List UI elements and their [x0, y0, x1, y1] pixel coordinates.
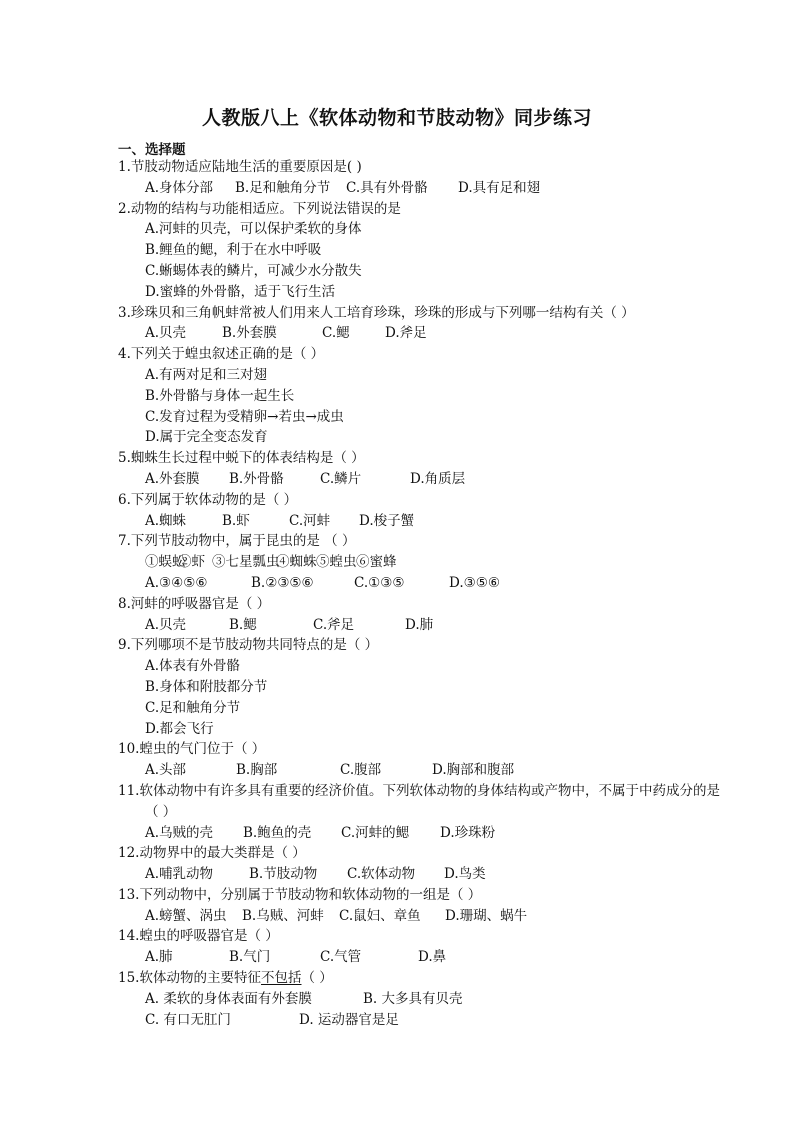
answer-option: B.②③⑤⑥: [251, 574, 314, 591]
answer-option: B.鲤鱼的鳃，利于在水中呼吸: [145, 242, 322, 259]
question-list: [118, 157, 718, 1030]
question-stem: 9.下列哪项不是节肢动物共同特点的是（ ）: [118, 637, 379, 654]
question-stem: 1.节肢动物适应陆地生活的重要原因是( ): [118, 159, 362, 175]
options-row: [118, 698, 718, 719]
answer-option: C.①③⑤: [354, 574, 405, 591]
answer-option: C.鳃: [322, 325, 350, 342]
answer-option: B.节肢动物: [249, 866, 318, 883]
answer-option: ④蜘蛛: [276, 554, 317, 571]
answer-option: B.气门: [229, 949, 271, 966]
answer-option: ⑥蜜蜂: [356, 554, 397, 571]
answer-option: C.发育过程为受精卵→若虫→成虫: [145, 408, 344, 425]
question-3: [118, 303, 718, 345]
question-stem: 3.珍珠贝和三角帆蚌常被人们用来人工培育珍珠，珍珠的形成与下列哪一结构有关（ ）: [118, 304, 635, 321]
options-row: [118, 261, 718, 282]
answer-option: A.肺: [145, 949, 173, 966]
question-1: [118, 157, 718, 199]
question-stem: 6.下列属于软体动物的是（ ）: [118, 491, 298, 508]
options-row: [118, 864, 718, 885]
answer-option: A.蜘蛛: [145, 512, 187, 529]
answer-option: A.外套膜: [145, 470, 200, 487]
question-stem: 7.下列节肢动物中，属于昆虫的是 （ ）: [118, 533, 356, 550]
answer-option: D. 运动器官是足: [299, 1011, 399, 1028]
options-row: [118, 656, 718, 677]
options-row: [118, 1010, 718, 1031]
question-7: [118, 531, 718, 593]
answer-option: B.胸部: [236, 762, 278, 779]
question-13: [118, 885, 718, 927]
question-stem: 2.动物的结构与功能相适应。下列说法错误的是: [118, 200, 401, 217]
options-row: [118, 240, 718, 261]
answer-option: B.身体和附肢都分节: [145, 678, 268, 695]
answer-option: A.贝壳: [145, 325, 187, 342]
question-14: [118, 926, 718, 968]
answer-option: ⑤蝗虫: [316, 554, 357, 571]
question-6: [118, 490, 718, 532]
question-stem: 11.软体动物中有许多具有重要的经济价值。下列软体动物的身体结构或产物中，不属于中药成分的是（ ）: [118, 782, 720, 820]
answer-option: B.虾: [222, 512, 250, 529]
answer-option: C.鼠妇、章鱼: [339, 907, 421, 924]
options-row: [118, 323, 718, 344]
answer-option: D.斧足: [385, 325, 427, 342]
answer-option: D.都会飞行: [145, 720, 214, 737]
options-row: [118, 906, 718, 927]
answer-option: D.③⑤⑥: [449, 574, 500, 591]
question-12: [118, 843, 718, 885]
answer-option: A.螃蟹、涡虫: [145, 907, 227, 924]
section-heading: 一、选择题: [118, 142, 186, 158]
options-row: [118, 282, 718, 303]
answer-option: B.外套膜: [222, 325, 277, 342]
question-9: [118, 635, 718, 739]
answer-option: B.鳃: [229, 616, 257, 633]
answer-option: C.软体动物: [347, 866, 416, 883]
question-2: [118, 199, 718, 303]
options-row: [118, 219, 718, 240]
question-stem: [118, 968, 718, 989]
answer-option: A.③④⑤⑥: [145, 574, 208, 591]
answer-option: B. 大多具有贝壳: [363, 990, 463, 1007]
question-stem: 8.河蚌的呼吸器官是（ ）: [118, 595, 271, 612]
answer-option: D.珍珠粉: [440, 824, 496, 841]
answer-option: D.肺: [405, 616, 434, 633]
answer-option: B.鲍鱼的壳: [243, 824, 312, 841]
options-row: [118, 677, 718, 698]
answer-option: A.头部: [145, 762, 187, 779]
options-row: [118, 427, 718, 448]
answer-option: B.外骨骼与身体一起生长: [145, 387, 295, 404]
question-stem: 4.下列关于蝗虫叙述正确的是（ ）: [118, 346, 325, 363]
question-stem: 12.动物界中的最大类群是（ ）: [118, 845, 306, 862]
answer-option: A.乌贼的壳: [145, 824, 214, 841]
question-stem: 10.蝗虫的气门位于（ ）: [118, 741, 266, 758]
options-row: [118, 365, 718, 386]
options-row: [118, 178, 718, 199]
answer-option: A.体表有外骨骼: [145, 658, 241, 675]
answer-option: C.气管: [320, 949, 362, 966]
answer-option: ①蜈蚣: [145, 554, 186, 571]
question-stem: 5.蜘蛛生长过程中蜕下的体表结构是（ ）: [118, 450, 365, 467]
answer-option: D.珊瑚、蜗牛: [445, 907, 528, 924]
answer-option: B.足和触角分节: [235, 179, 331, 196]
options-row: [118, 469, 718, 490]
answer-option: D.蜜蜂的外骨骼，适于飞行生活: [145, 283, 336, 300]
answer-option: C.足和触角分节: [145, 699, 241, 716]
question-5: [118, 448, 718, 490]
answer-option: C.具有外骨骼: [346, 179, 428, 196]
answer-option: D.具有足和翅: [458, 179, 541, 196]
answer-option: ③七星瓢虫: [212, 554, 280, 571]
document-title: 人教版八上《软体动物和节肢动物》同步练习: [201, 107, 592, 129]
answer-option: A.身体分部: [145, 179, 214, 196]
question-10: [118, 739, 718, 781]
question-8: [118, 594, 718, 636]
answer-option: A.哺乳动物: [145, 866, 214, 883]
options-row: [118, 947, 718, 968]
answer-option: D.鸟类: [444, 866, 486, 883]
stem-text: （ ）: [301, 970, 333, 987]
options-row: [118, 511, 718, 532]
answer-option: C.鳞片: [320, 470, 362, 487]
options-row: [118, 989, 718, 1010]
answer-option: A.河蚌的贝壳，可以保护柔软的身体: [145, 221, 362, 238]
answer-option: C. 有口无肛门: [145, 1011, 231, 1028]
options-row: [118, 719, 718, 740]
answer-option: ②虾: [178, 554, 205, 571]
stem-text: 15.软体动物的主要特征: [118, 970, 261, 987]
answer-option: C.河蚌的鳃: [341, 824, 410, 841]
answer-option: C.斧足: [313, 616, 355, 633]
question-11: [118, 781, 718, 843]
options-row: [118, 573, 718, 594]
question-stem: 13.下列动物中，分别属于节肢动物和软体动物的一组是（ ）: [118, 886, 482, 903]
answer-option: C.河蚌: [289, 512, 331, 529]
answer-option: A. 柔软的身体表面有外套膜: [145, 990, 312, 1007]
answer-option: C.腹部: [340, 762, 382, 779]
question-4: [118, 344, 718, 448]
question-15: [118, 968, 718, 1030]
options-row: [118, 407, 718, 428]
question-stem: 14.蝗虫的呼吸器官是（ ）: [118, 928, 279, 945]
answer-option: D.胸部和腹部: [432, 762, 515, 779]
options-row: [118, 386, 718, 407]
options-row: [118, 823, 718, 844]
options-row: [118, 615, 718, 636]
answer-option: B.外骨骼: [229, 470, 284, 487]
options-row: [118, 552, 718, 573]
answer-option: D.鼻: [418, 949, 447, 966]
answer-option: A.有两对足和三对翅: [145, 366, 268, 383]
underlined-keyword: 不包括: [260, 970, 302, 987]
answer-option: D.梭子蟹: [359, 512, 415, 529]
options-row: [118, 760, 718, 781]
answer-option: D.属于完全变态发育: [145, 429, 268, 446]
answer-option: D.角质层: [410, 470, 466, 487]
answer-option: B.乌贼、河蚌: [242, 907, 324, 924]
answer-option: A.贝壳: [145, 616, 187, 633]
answer-option: C.蜥蜴体表的鳞片，可减少水分散失: [145, 262, 362, 279]
